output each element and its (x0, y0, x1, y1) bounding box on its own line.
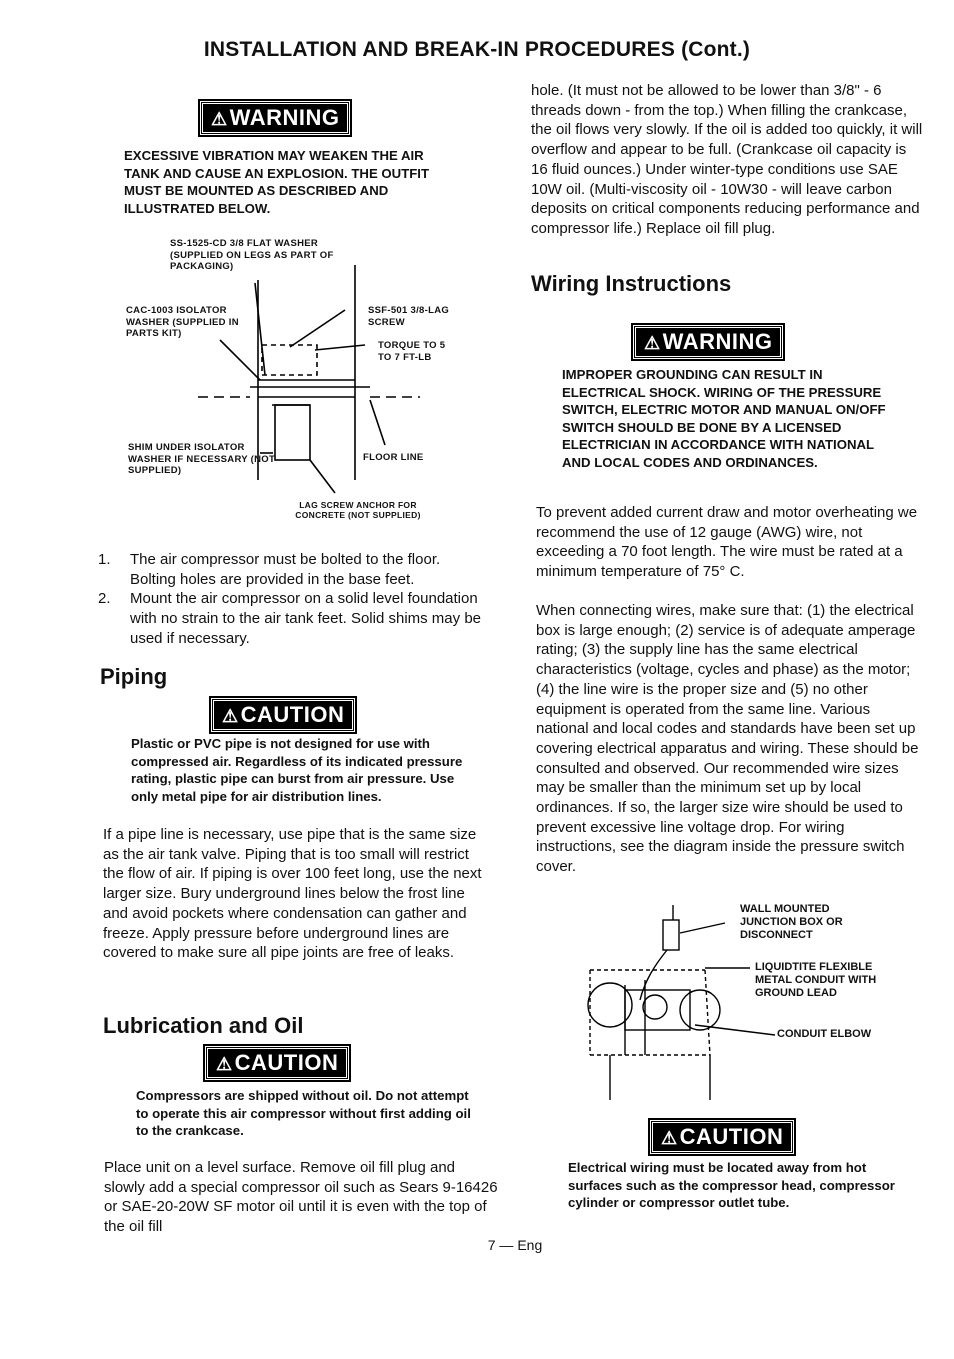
warning-banner: ⚠WARNING (633, 325, 783, 359)
mounting-steps (98, 550, 490, 649)
lubrication-heading: Lubrication and Oil (103, 1013, 304, 1038)
warning-banner (200, 101, 350, 135)
warning-label: WARNING (229, 105, 340, 130)
mounting-diagram (120, 235, 480, 530)
anchor-label: LAG SCREW ANCHOR FOR CONCRETE (NOT SUPPLIED) (295, 500, 421, 520)
mounting-diagram-drawing (120, 235, 480, 530)
list-item: 2. Mount the air compressor on a solid level foundation with no strain to the air tank feet. Solid shims may be used if necessary. (98, 590, 481, 647)
wiring-para-1: To prevent added current draw and motor overheating we recommend the use of 12 gauge (AWG) wire, not exceeding a 70 foot length. The wire must be rated at a minimum temperature of 75° C. (536, 504, 918, 581)
lubrication-body: Place unit on a level surface. Remove oil fill plug and slowly add a special compressor oil such as Sears 9-16426 or SAE-20-20W SF motor oil until it is even with the top of the oil fill (104, 1159, 498, 1236)
caution-banner: ⚠CAUTION (650, 1120, 794, 1154)
conduit-label: LIQUIDTITE FLEXIBLE METAL CONDUIT WITH GROUND LEAD (755, 961, 877, 999)
piping-caution-text: Plastic or PVC pipe is not designed for use with compressed air. Regardless of its indicated pressure rating, plastic pipe can burst from air pressure. Use only metal pipe for air distribution lines. (131, 736, 463, 804)
page-number: 7 — Eng (487, 1237, 543, 1253)
flat-washer-label: SS-1525-CD 3/8 FLAT WASHER (SUPPLIED ON LEGS AS PART OF PACKAGING) (170, 238, 334, 272)
warning-triangle-icon: ⚠ (644, 333, 661, 353)
page-title: INSTALLATION AND BREAK-IN PROCEDURES (Cont.) (203, 38, 751, 61)
oil-continued: hole. (It must not be allowed to be lower than 3/8" - 6 threads down - from the top.) When filling the crankcase, the oil flows very slowly. If the oil is added too quickly, it will overflow and appear to be full. (Crankcase oil capacity is 16 fluid ounces.) Under winter-type conditions use SAE 10W oil. (Multi-viscosity oil - 10W30 - will leave carbon deposits on critical components reducing performance and compressor life.) Replace oil fill plug. (531, 82, 923, 237)
wiring-diagram (585, 895, 915, 1100)
lag-screw-label: SSF-501 3/8-LAG SCREW (368, 305, 450, 328)
caution-banner: ⚠CAUTION (205, 1046, 349, 1080)
floor-line-label: FLOOR LINE (363, 452, 424, 463)
list-item: 1. The air compressor must be bolted to the floor. Bolting holes are provided in the base feet. (98, 551, 441, 588)
lubrication-caution-text: Compressors are shipped without oil. Do not attempt to operate this air compressor without first adding oil to the crankcase. (136, 1088, 471, 1138)
piping-body: If a pipe line is necessary, use pipe that is the same size as the air tank valve. Piping that is too small will restrict the flow of air. If piping is over 100 feet long, use the next larger size. Bury underground lines below the frost line and avoid pockets where condensation can gather and freeze. Apply pressure before underground lines are covered to make sure all pipe joints are free of leaks. (103, 826, 482, 962)
junction-box-label: WALL MOUNTED JUNCTION BOX OR DISCONNECT (740, 903, 843, 941)
conduit-elbow-label: CONDUIT ELBOW (777, 1028, 872, 1040)
piping-heading: Piping (100, 664, 168, 689)
shim-label: SHIM UNDER ISOLATOR WASHER IF NECESSARY (NOT SUPPLIED) (128, 442, 276, 476)
torque-label: TORQUE TO 5 TO 7 FT-LB (378, 340, 446, 363)
warning-triangle-icon: ⚠ (222, 706, 239, 726)
wiring-para-2: When connecting wires, make sure that: (1) the electrical box is large enough; (2) service is of adequate amperage rating; (3) the supply line has the same electrical characteristics (voltage, cycles and phase) as the motor; (4) the line wire is the proper size and (5) no other equipment is operated from the same line. Various national and local codes and standards have been set up covering electrical apparatus and wiring. These should be consulted and observed. Our recommended wire sizes may be smaller than the minimum set up by local ordinances. If so, the larger size wire should be used to prevent excessive line voltage drop. For wiring instructions, see the diagram inside the pressure switch cover. (536, 602, 919, 876)
warning-triangle-icon: ⚠ (211, 109, 228, 129)
warning-text: EXCESSIVE VIBRATION MAY WEAKEN THE AIR TANK AND CAUSE AN EXPLOSION. THE OUTFIT MUST BE MOUNTED AS DESCRIBED AND ILLUSTRATED BELOW. (124, 148, 430, 216)
warning-triangle-icon: ⚠ (216, 1054, 233, 1074)
caution-banner: ⚠CAUTION (211, 698, 355, 732)
wiring-warning-text: IMPROPER GROUNDING CAN RESULT IN ELECTRICAL SHOCK. WIRING OF THE PRESSURE SWITCH, ELECTRIC MOTOR AND MANUAL ON/OFF SWITCH SHOULD BE DONE BY A LICENSED ELECTRICIAN IN ACCORDANCE WITH NATIONAL AND LOCAL CODES AND ORDINANCES. (562, 367, 886, 470)
wiring-heading: Wiring Instructions (531, 271, 732, 296)
warning-triangle-icon: ⚠ (661, 1128, 678, 1148)
isolator-label: CAC-1003 ISOLATOR WASHER (SUPPLIED IN PARTS KIT) (126, 305, 239, 339)
wiring-caution-text: Electrical wiring must be located away from hot surfaces such as the compressor head, compressor cylinder or compressor outlet tube. (568, 1160, 895, 1210)
